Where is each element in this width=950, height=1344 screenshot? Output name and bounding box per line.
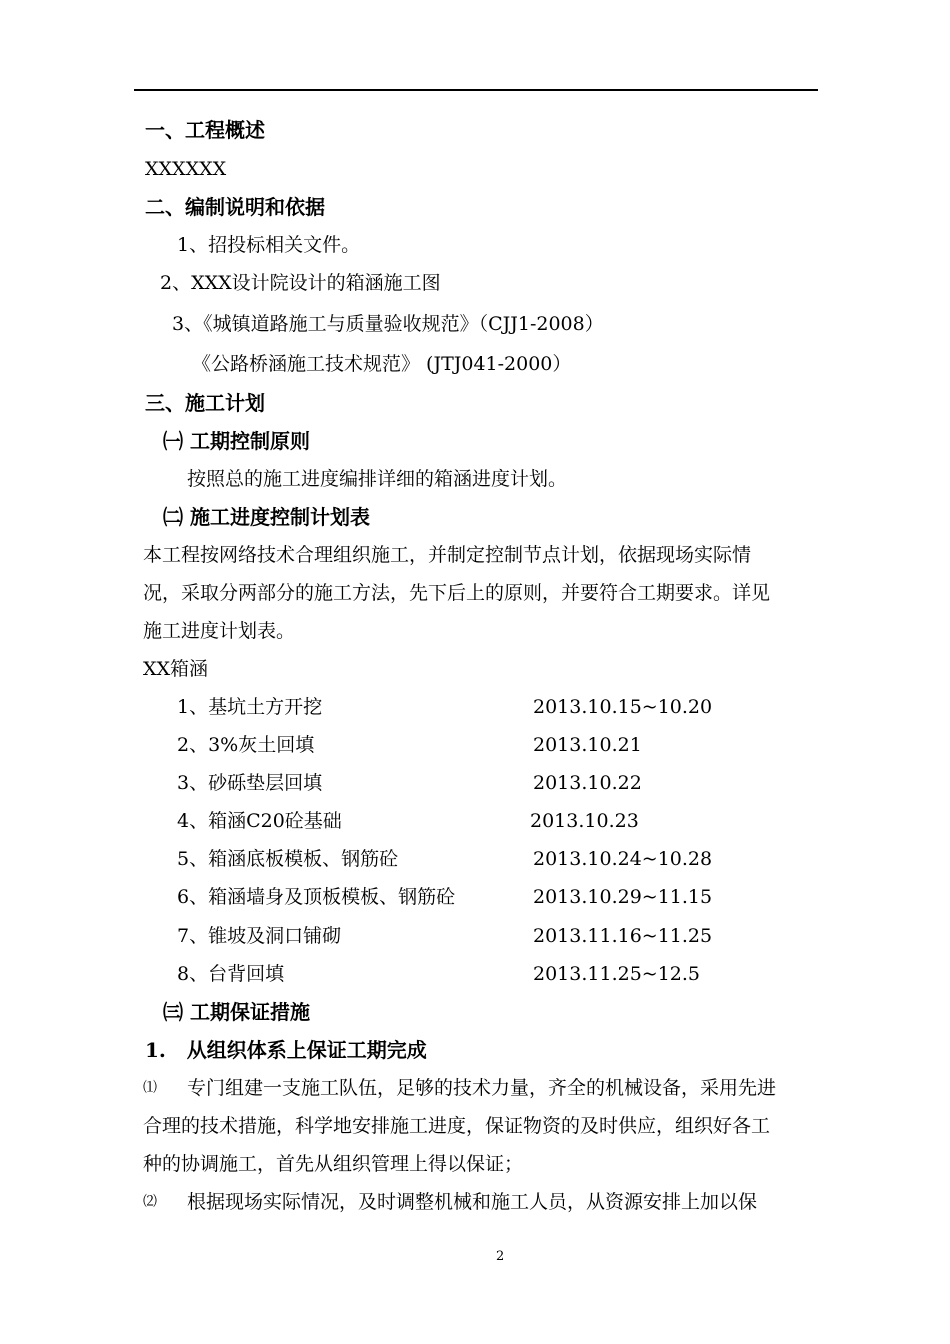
section-1-body: XXXXXX [145, 158, 227, 180]
schedule-date: 2013.10.22 [533, 772, 642, 794]
subsection-1-body: 按照总的施工进度编排详细的箱涵进度计划。 [187, 468, 568, 490]
schedule-task: 5、箱涵底板模板、钢筋砼 [177, 848, 399, 870]
page-number: 2 [496, 1249, 505, 1264]
subsection-2-title: ㈡ 施工进度控制计划表 [163, 505, 370, 529]
schedule-task: 2、3%灰土回填 [177, 734, 315, 756]
paragraph-line: 本工程按网络技术合理组织施工，并制定控制节点计划，依据现场实际情 [143, 544, 752, 566]
schedule-date: 2013.10.24~10.28 [533, 848, 713, 870]
schedule-task: 4、箱涵C20砼基础 [177, 810, 342, 832]
paragraph-line: 况，采取分两部分的施工方法，先下后上的原则，并要符合工期要求。详见 [143, 582, 771, 604]
section-3-title: 三、施工计划 [145, 391, 265, 415]
header-rule [134, 89, 818, 91]
section-2-item: 2、XXX设计院设计的箱涵施工图 [160, 272, 441, 294]
schedule-task: 3、砂砾垫层回填 [177, 772, 323, 794]
paragraph-line: 根据现场实际情况，及时调整机械和施工人员，从资源安排上加以保 [187, 1191, 758, 1213]
schedule-date: 2013.11.16~11.25 [533, 925, 713, 947]
schedule-task: 1、基坑土方开挖 [177, 696, 323, 718]
paragraph-marker: ⑴ [143, 1080, 157, 1096]
section-2-item: 3、《城镇道路施工与质量验收规范》（CJJ1-2008） [172, 313, 604, 335]
schedule-date: 2013.10.15~10.20 [533, 696, 713, 718]
schedule-title: XX箱涵 [143, 658, 209, 680]
schedule-date: 2013.10.21 [533, 734, 642, 756]
paragraph-line: 合理的技术措施，科学地安排施工进度，保证物资的及时供应，组织好各工 [143, 1115, 771, 1137]
schedule-date: 2013.10.23 [530, 810, 639, 832]
paragraph-line: 种的协调施工，首先从组织管理上得以保证； [143, 1153, 524, 1175]
subsection-1-title: ㈠ 工期控制原则 [163, 429, 310, 453]
schedule-task: 7、锥坡及洞口铺砌 [177, 925, 342, 947]
paragraph-line: 施工进度计划表。 [143, 620, 296, 642]
schedule-date: 2013.10.29~11.15 [533, 886, 713, 908]
paragraph-line: 专门组建一支施工队伍，足够的技术力量，齐全的机械设备，采用先进 [187, 1077, 777, 1099]
schedule-date: 2013.11.25~12.5 [533, 963, 701, 985]
section-2-item: 《公路桥涵施工技术规范》 (JTJ041-2000） [192, 353, 572, 375]
subsection-3-title: ㈢ 工期保证措施 [163, 1000, 310, 1024]
section-2-title: 二、编制说明和依据 [145, 195, 325, 219]
paragraph-marker: ⑵ [143, 1194, 157, 1210]
measure-1-title: 1. 从组织体系上保证工期完成 [145, 1038, 427, 1062]
schedule-task: 6、箱涵墙身及顶板模板、钢筋砼 [177, 886, 456, 908]
schedule-task: 8、台背回填 [177, 963, 285, 985]
section-1-title: 一、工程概述 [145, 118, 265, 142]
section-2-item: 1、招投标相关文件。 [177, 234, 361, 256]
